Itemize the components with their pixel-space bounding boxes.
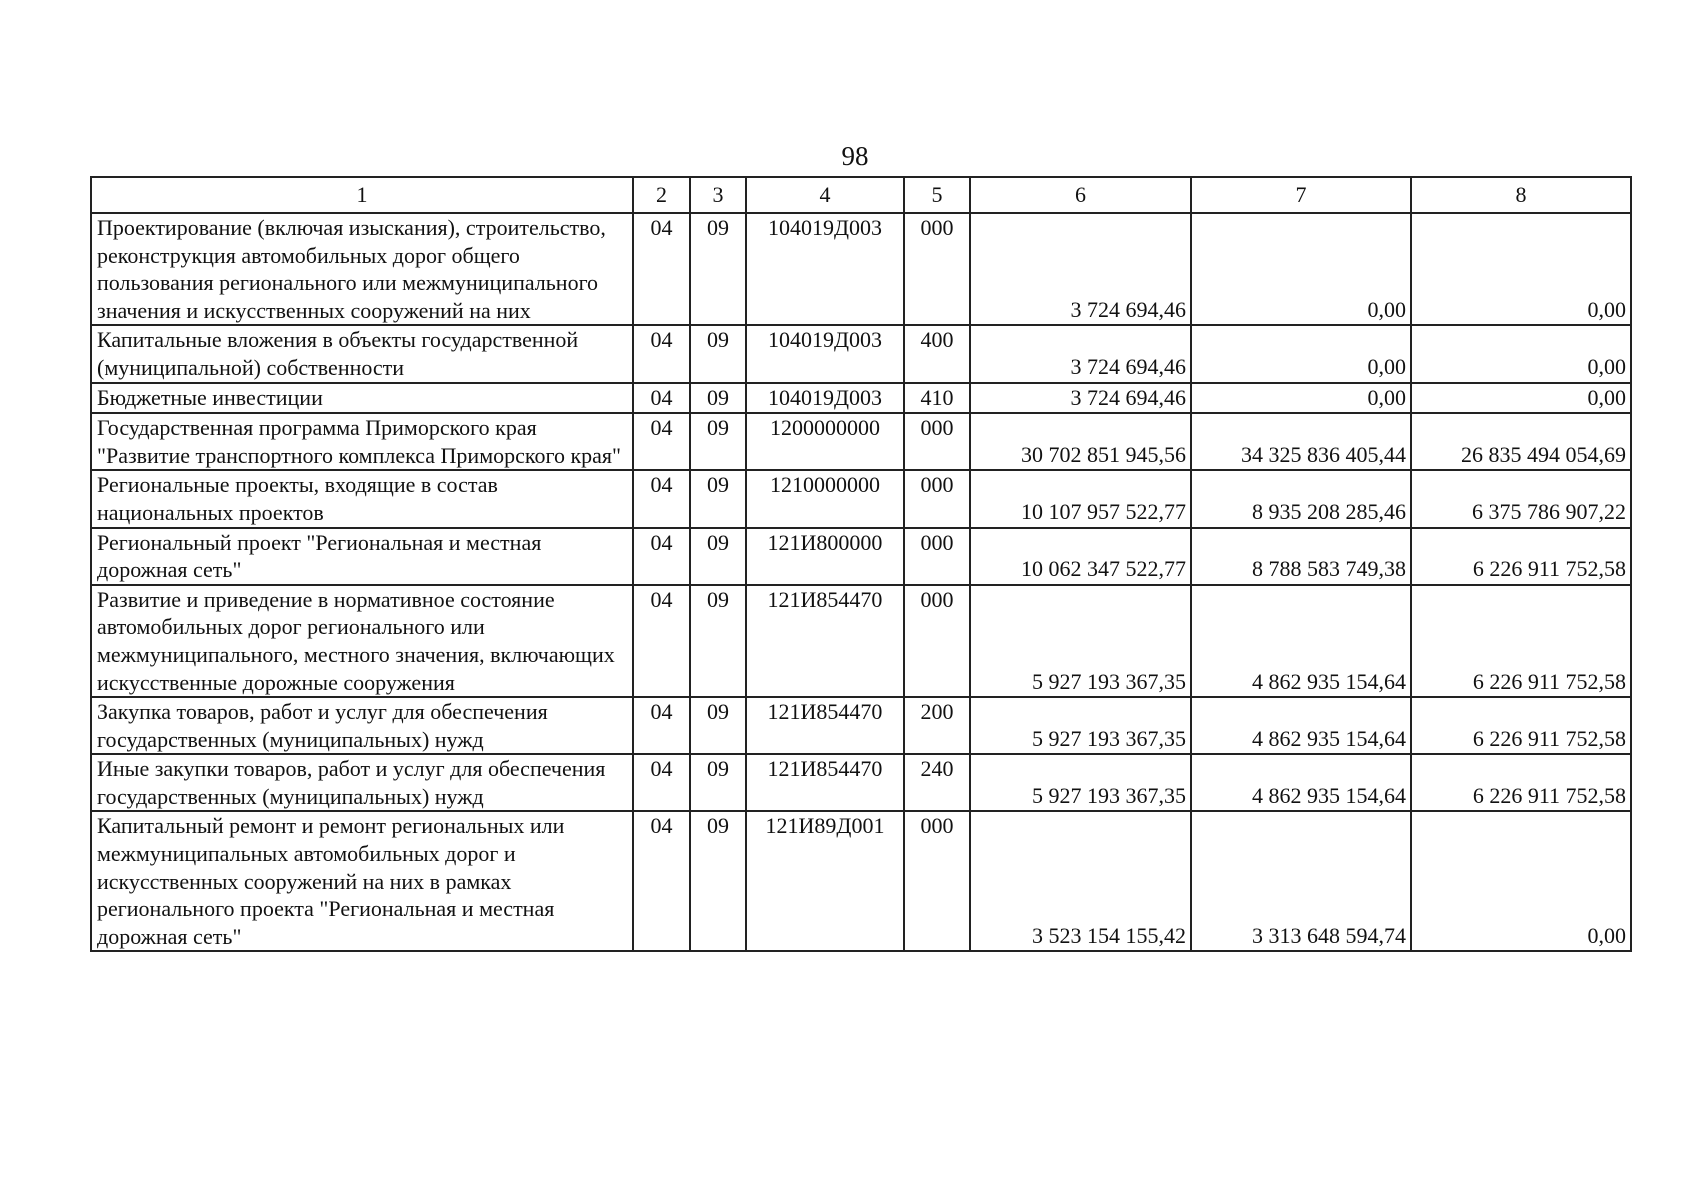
section-code: 04: [633, 754, 690, 811]
amount-col-6: 10 062 347 522,77: [970, 528, 1191, 585]
section-code: 04: [633, 811, 690, 951]
expense-type-code: 400: [904, 325, 970, 382]
row-name: Развитие и приведение в нормативное состояние автомобильных дорог регионального или межмуниципального, местного значения, включающих искусственные дорожные сооружения: [91, 585, 633, 697]
row-name: Иные закупки товаров, работ и услуг для обеспечения государственных (муниципальных) нужд: [91, 754, 633, 811]
subsection-code: 09: [690, 325, 746, 382]
amount-col-8: 6 375 786 907,22: [1411, 470, 1631, 527]
amount-col-7: 8 935 208 285,46: [1191, 470, 1411, 527]
header-cell: 7: [1191, 177, 1411, 213]
target-article-code: 104019Д003: [746, 383, 904, 414]
amount-col-8: 6 226 911 752,58: [1411, 754, 1631, 811]
amount-col-8: 0,00: [1411, 383, 1631, 414]
target-article-code: 121И854470: [746, 585, 904, 697]
row-name: Бюджетные инвестиции: [91, 383, 633, 414]
subsection-code: 09: [690, 413, 746, 470]
page-number: 98: [841, 141, 869, 171]
amount-col-7: 0,00: [1191, 383, 1411, 414]
section-code: 04: [633, 697, 690, 754]
budget-table: [90, 176, 1632, 952]
header-row: [91, 177, 1631, 213]
amount-col-6: 3 724 694,46: [970, 213, 1191, 325]
table-row: [91, 754, 1631, 811]
subsection-code: 09: [690, 585, 746, 697]
expense-type-code: 000: [904, 585, 970, 697]
amount-col-6: 10 107 957 522,77: [970, 470, 1191, 527]
table-row: [91, 325, 1631, 382]
amount-col-7: 8 788 583 749,38: [1191, 528, 1411, 585]
table-row: [91, 470, 1631, 527]
table-row: [91, 811, 1631, 951]
target-article-code: 121И89Д001: [746, 811, 904, 951]
expense-type-code: 000: [904, 528, 970, 585]
subsection-code: 09: [690, 213, 746, 325]
amount-col-8: 0,00: [1411, 213, 1631, 325]
header-cell: 2: [633, 177, 690, 213]
expense-type-code: 410: [904, 383, 970, 414]
amount-col-7: 0,00: [1191, 325, 1411, 382]
amount-col-8: 26 835 494 054,69: [1411, 413, 1631, 470]
subsection-code: 09: [690, 697, 746, 754]
subsection-code: 09: [690, 383, 746, 414]
expense-type-code: 000: [904, 811, 970, 951]
section-code: 04: [633, 325, 690, 382]
amount-col-8: 0,00: [1411, 325, 1631, 382]
header-cell: 5: [904, 177, 970, 213]
amount-col-8: 6 226 911 752,58: [1411, 585, 1631, 697]
table-row: [91, 213, 1631, 325]
section-code: 04: [633, 470, 690, 527]
target-article-code: 121И800000: [746, 528, 904, 585]
amount-col-8: 6 226 911 752,58: [1411, 528, 1631, 585]
table-row: [91, 413, 1631, 470]
expense-type-code: 240: [904, 754, 970, 811]
section-code: 04: [633, 383, 690, 414]
amount-col-7: 34 325 836 405,44: [1191, 413, 1411, 470]
amount-col-6: 3 724 694,46: [970, 383, 1191, 414]
section-code: 04: [633, 528, 690, 585]
row-name: Закупка товаров, работ и услуг для обеспечения государственных (муниципальных) нужд: [91, 697, 633, 754]
amount-col-7: 0,00: [1191, 213, 1411, 325]
row-name: Региональный проект "Региональная и местная дорожная сеть": [91, 528, 633, 585]
header-cell: 8: [1411, 177, 1631, 213]
amount-col-7: 4 862 935 154,64: [1191, 697, 1411, 754]
amount-col-8: 6 226 911 752,58: [1411, 697, 1631, 754]
header-cell: 1: [91, 177, 633, 213]
target-article-code: 104019Д003: [746, 325, 904, 382]
target-article-code: 1210000000: [746, 470, 904, 527]
amount-col-7: 3 313 648 594,74: [1191, 811, 1411, 951]
target-article-code: 121И854470: [746, 754, 904, 811]
table-row: [91, 697, 1631, 754]
amount-col-8: 0,00: [1411, 811, 1631, 951]
target-article-code: 1200000000: [746, 413, 904, 470]
amount-col-7: 4 862 935 154,64: [1191, 585, 1411, 697]
target-article-code: 104019Д003: [746, 213, 904, 325]
table-row: [91, 528, 1631, 585]
table-header: [91, 177, 1631, 213]
header-cell: 6: [970, 177, 1191, 213]
row-name: Проектирование (включая изыскания), строительство, реконструкция автомобильных дорог общего пользования регионального или межмуниципального значения и искусственных сооружений на них: [91, 213, 633, 325]
expense-type-code: 200: [904, 697, 970, 754]
target-article-code: 121И854470: [746, 697, 904, 754]
subsection-code: 09: [690, 470, 746, 527]
expense-type-code: 000: [904, 213, 970, 325]
header-cell: 3: [690, 177, 746, 213]
subsection-code: 09: [690, 811, 746, 951]
row-name: Региональные проекты, входящие в состав национальных проектов: [91, 470, 633, 527]
subsection-code: 09: [690, 754, 746, 811]
table-row: [91, 383, 1631, 414]
section-code: 04: [633, 585, 690, 697]
amount-col-6: 3 724 694,46: [970, 325, 1191, 382]
amount-col-6: 30 702 851 945,56: [970, 413, 1191, 470]
section-code: 04: [633, 213, 690, 325]
amount-col-6: 5 927 193 367,35: [970, 754, 1191, 811]
amount-col-6: 3 523 154 155,42: [970, 811, 1191, 951]
expense-type-code: 000: [904, 413, 970, 470]
amount-col-7: 4 862 935 154,64: [1191, 754, 1411, 811]
section-code: 04: [633, 413, 690, 470]
table-row: [91, 585, 1631, 697]
amount-col-6: 5 927 193 367,35: [970, 697, 1191, 754]
expense-type-code: 000: [904, 470, 970, 527]
row-name: Государственная программа Приморского края "Развитие транспортного комплекса Приморского края": [91, 413, 633, 470]
header-cell: 4: [746, 177, 904, 213]
row-name: Капитальные вложения в объекты государственной (муниципальной) собственности: [91, 325, 633, 382]
row-name: Капитальный ремонт и ремонт региональных или межмуниципальных автомобильных дорог и искусственных сооружений на них в рамках регионального проекта "Региональная и местная дорожная сеть": [91, 811, 633, 951]
amount-col-6: 5 927 193 367,35: [970, 585, 1191, 697]
subsection-code: 09: [690, 528, 746, 585]
